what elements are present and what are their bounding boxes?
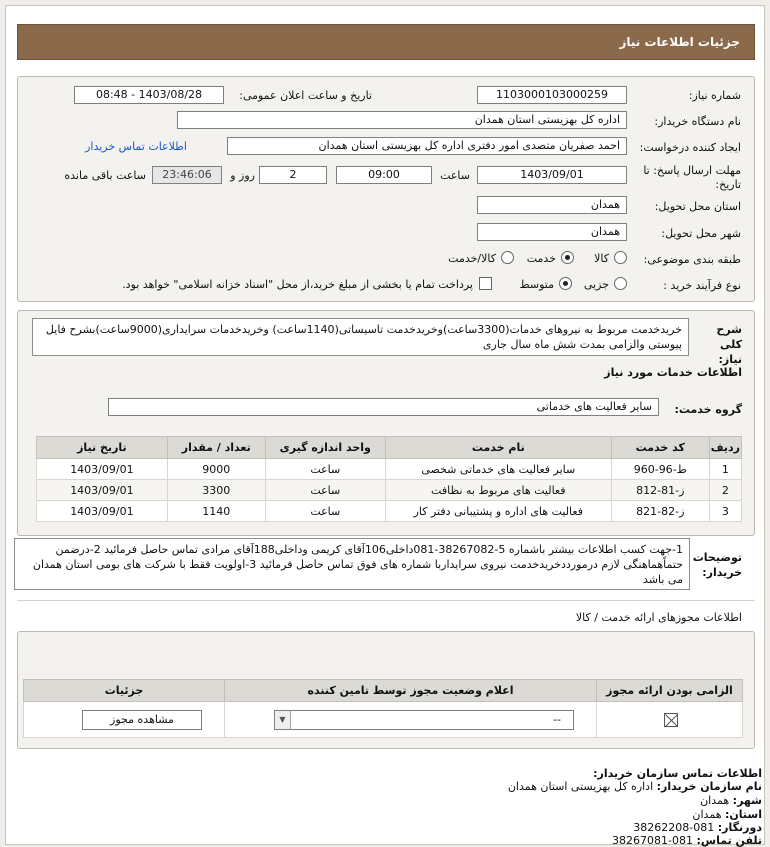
view-permit-button[interactable]: مشاهده مجوز [82, 710, 202, 730]
col-unit: واحد اندازه گیری [265, 437, 385, 459]
cell-name: سایر فعالیت های خدماتی شخصی [385, 459, 611, 480]
permits-table-header [24, 680, 743, 702]
buyer-notes-label: توضیحات خریدار: [692, 551, 742, 579]
category-radio-service[interactable] [561, 251, 574, 264]
cell-qty: 3300 [167, 480, 265, 501]
cell-date: 1403/09/01 [37, 480, 168, 501]
summary-description: خریدخدمت مربوط به نیروهای خدمات(3300ساعت)وخریدخدمت تاسیساتی(1140ساعت) وخریدخدمات سرایداری(9000ساعت)بشرح فایل پیوستی والزامی بمدت شش ماه سال جاری [32, 318, 689, 356]
category-option-service: خدمت [526, 252, 556, 265]
deadline-time-label: ساعت [440, 169, 470, 182]
treasury-payment-text: پرداخت تمام یا بخشی از مبلغ خرید،از محل "اسناد خزانه اسلامی" خواهد بود. [122, 278, 473, 291]
remaining-time-field: 23:46:06 [152, 166, 222, 184]
deadline-date-field[interactable]: 1403/09/01 [477, 166, 627, 184]
cell-date: 1403/09/01 [37, 501, 168, 522]
col-row: ردیف [709, 437, 741, 459]
service-group-field[interactable]: سایر فعالیت های خدماتی [108, 398, 659, 416]
buyer-org-field[interactable]: اداره کل بهزیستی استان همدان [177, 111, 627, 129]
contact-city: شهر: همدان [700, 794, 762, 807]
announce-field[interactable]: 1403/08/28 - 08:48 [74, 86, 224, 104]
process-radio-minor[interactable] [614, 277, 627, 290]
category-option-goods-service: کالا/خدمت [448, 252, 496, 265]
summary-label: شرح کلی نیاز: [716, 323, 742, 366]
col-date: تاریخ نیاز [37, 437, 168, 459]
need-info-panel [17, 76, 755, 302]
buyer-org-label: نام دستگاه خریدار: [654, 115, 741, 128]
cell-name: فعالیت های اداره و پشتیبانی دفتر کار [385, 501, 611, 522]
deadline-label-2: تاریخ: [715, 178, 741, 191]
cell-date: 1403/09/01 [37, 459, 168, 480]
cell-row: 1 [709, 459, 741, 480]
contact-title: اطلاعات تماس سازمان خریدار: [593, 767, 762, 780]
category-radio-goods-service[interactable] [501, 251, 514, 264]
col-permit-status: اعلام وضعیت مجوز توسط تامین کننده [225, 680, 597, 702]
cell-unit: ساعت [265, 459, 385, 480]
buyer-contact-link[interactable]: اطلاعات تماس خریدار [85, 140, 187, 153]
city-field[interactable]: همدان [477, 223, 627, 241]
province-field[interactable]: همدان [477, 196, 627, 214]
cell-code: ز-81-812 [611, 480, 709, 501]
col-permit-required: الزامی بودن ارائه مجوز [597, 680, 743, 702]
need-number-label: شماره نیاز: [688, 89, 741, 102]
buyer-notes-text: 1-جهت کسب اطلاعات بیشتر باشماره 5-38267082-081داخلی106آقای کریمی وداخلی188آقای مرادی تماس حاصل فرمائید 2-درضمن حتماًهماهنگی لازم درمورددخریدخدمت نیروی سرایداربا شماره های فوق تماس حاصل فرمائید 3-اولویت فقط با شرکت های بومی استان همدان می باشد [14, 538, 690, 590]
process-radio-medium[interactable] [559, 277, 572, 290]
permit-row [24, 702, 743, 738]
col-code: کد خدمت [611, 437, 709, 459]
cell-row: 3 [709, 501, 741, 522]
permits-title: اطلاعات مجوزهای ارائه خدمت / کالا [575, 611, 742, 624]
contact-phone: تلفن تماس: 081-38267081 [612, 834, 762, 847]
process-option-medium: متوسط [519, 278, 554, 291]
cell-name: فعالیت های مربوط به نظافت [385, 480, 611, 501]
services-title: اطلاعات خدمات مورد نیاز [604, 366, 742, 379]
remaining-label: ساعت باقی مانده [64, 169, 146, 182]
col-permit-details: جزئیات [24, 680, 225, 702]
cell-qty: 1140 [167, 501, 265, 522]
treasury-payment-checkbox[interactable] [479, 277, 492, 290]
chevron-down-icon: ▼ [275, 711, 291, 729]
contact-org: نام سازمان خریدار: اداره کل بهزیستی استان همدان [507, 780, 762, 793]
col-name: نام خدمت [385, 437, 611, 459]
days-label: روز و [230, 169, 255, 182]
permit-required-checkbox [664, 713, 678, 727]
cell-code: ط-96-960 [611, 459, 709, 480]
table-row [37, 480, 742, 501]
category-option-goods: کالا [594, 252, 609, 265]
category-label: طبقه بندی موضوعی: [643, 253, 741, 266]
contact-province: استان: همدان [692, 808, 762, 821]
need-number-field[interactable]: 1103000103000259 [477, 86, 627, 104]
permit-status-value: -- [553, 713, 561, 726]
cell-qty: 9000 [167, 459, 265, 480]
cell-unit: ساعت [265, 501, 385, 522]
process-label: نوع فرآیند خرید : [663, 279, 741, 292]
announce-label: تاریخ و ساعت اعلان عمومی: [239, 89, 372, 102]
province-label: استان محل تحویل: [654, 200, 741, 213]
deadline-label-1: مهلت ارسال پاسخ: تا [643, 164, 741, 177]
divider [17, 600, 755, 601]
table-row [37, 459, 742, 480]
contact-fax: دورنگار: 081-38262208 [633, 821, 762, 834]
services-table [36, 436, 742, 522]
cell-unit: ساعت [265, 480, 385, 501]
category-radio-goods[interactable] [614, 251, 627, 264]
cell-code: ز-82-821 [611, 501, 709, 522]
service-group-label: گروه خدمت: [674, 403, 742, 416]
permits-table [23, 679, 743, 738]
process-option-minor: جزیی [583, 278, 609, 291]
creator-label: ایجاد کننده درخواست: [639, 141, 741, 154]
days-field[interactable]: 2 [259, 166, 327, 184]
creator-field[interactable]: احمد صفریان متصدی امور دفتری اداره کل بهزیستی استان همدان [227, 137, 627, 155]
permit-status-select[interactable] [274, 710, 574, 730]
services-table-header [37, 437, 742, 459]
page-title: جزئیات اطلاعات نیاز [17, 24, 755, 60]
table-row [37, 501, 742, 522]
cell-row: 2 [709, 480, 741, 501]
col-qty: تعداد / مقدار [167, 437, 265, 459]
city-label: شهر محل تحویل: [661, 227, 741, 240]
deadline-time-field[interactable]: 09:00 [336, 166, 432, 184]
